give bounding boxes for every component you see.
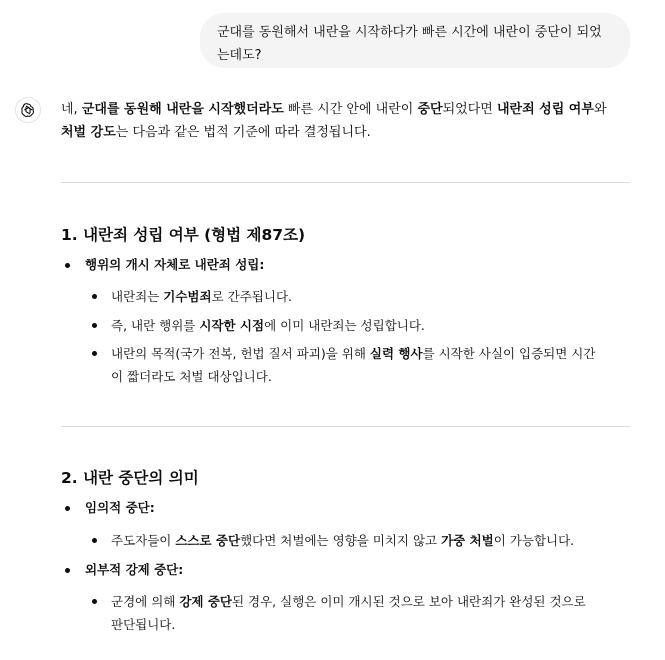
item-text: 주도자들이 [111,533,176,548]
intro-text-4: 와 [593,102,607,117]
section-1-bullet [61,254,631,276]
user-message-bubble [200,13,630,68]
intro-text-2: 빠른 시간 안에 내란이 [283,102,418,117]
bullet-dot [65,568,70,573]
item-text: 내란의 목적(국가 전복, 헌법 질서 파괴)을 위해 [111,346,370,361]
bullet-dot [65,506,70,511]
section-2-bullet-1-text: 임의적 중단: [85,500,155,515]
intro-bold-2: 중단 [417,102,443,117]
section-2-item-1 [86,529,626,552]
assistant-message [61,98,631,144]
section-1-title: 1. 내란죄 성립 여부 (형법 제87조) [61,226,306,244]
assistant-avatar [15,97,41,123]
user-message-line-2: 는데도? [217,48,262,63]
item-text: 군경에 의해 [111,594,180,609]
item-text: 로 간주됩니다. [211,289,292,304]
section-1-bullet-text: 행위의 개시 자체로 내란죄 성립: [85,257,265,272]
item-bold: 스스로 중단 [175,533,241,548]
section-2-item-2 [86,590,626,636]
bullet-dot [92,538,97,543]
intro-bold-1: 군대를 동원해 내란을 시작했더라도 [81,102,284,117]
item-text: 이 짧더라도 처벌 대상입니다. [111,369,272,384]
item-text: 된 경우, 실행은 이미 개시된 것으로 보아 내란죄가 완성된 것으로 [231,594,586,609]
item-text: 했다면 처벌에는 영향을 미치지 않고 [240,533,442,548]
item-text: 이 가능합니다. [493,533,575,548]
section-1-item-2 [86,314,626,337]
user-message-line-1: 군대를 동원해서 내란을 시작하다가 빠른 시간에 내란이 중단이 되었 [217,25,602,40]
item-text: 내란죄는 [111,289,164,304]
section-2-bullet-2-text: 외부적 강제 중단: [85,562,184,577]
item-bold: 강제 중단 [179,594,232,609]
assistant-intro [61,98,631,144]
intro-bold-3: 내란죄 성립 여부 [496,102,594,117]
bullet-dot [92,351,97,356]
divider-2 [61,426,630,427]
item-text: 즉, 내란 행위를 [111,318,200,333]
item-bold: 가중 처벌 [441,533,494,548]
intro-text-1: 네, [61,102,82,117]
bullet-dot [65,263,70,268]
section-1-item-1 [86,285,626,308]
section-1-item-3 [86,342,626,388]
bullet-dot [92,599,97,604]
section-2-bullet-1 [61,497,631,519]
intro-bold-4: 처벌 강도 [61,125,116,140]
section-2-bullet-2 [61,559,631,581]
bullet-dot [92,294,97,299]
intro-text-5: 는 다음과 같은 법적 기준에 따라 결정됩니다. [115,125,371,140]
bullet-dot [92,323,97,328]
openai-logo-icon [20,102,36,118]
item-bold: 실력 행사 [369,346,423,361]
divider-1 [61,182,630,183]
item-bold: 기수범죄 [163,289,212,304]
item-text: 를 시작한 사실이 입증되면 시간 [422,346,596,361]
item-text: 에 이미 내란죄는 성립합니다. [264,318,425,333]
section-2-title: 2. 내란 중단의 의미 [61,469,199,487]
item-bold: 시작한 시점 [199,318,265,333]
item-text: 판단됩니다. [111,617,176,632]
intro-text-3: 되었다면 [442,102,497,117]
